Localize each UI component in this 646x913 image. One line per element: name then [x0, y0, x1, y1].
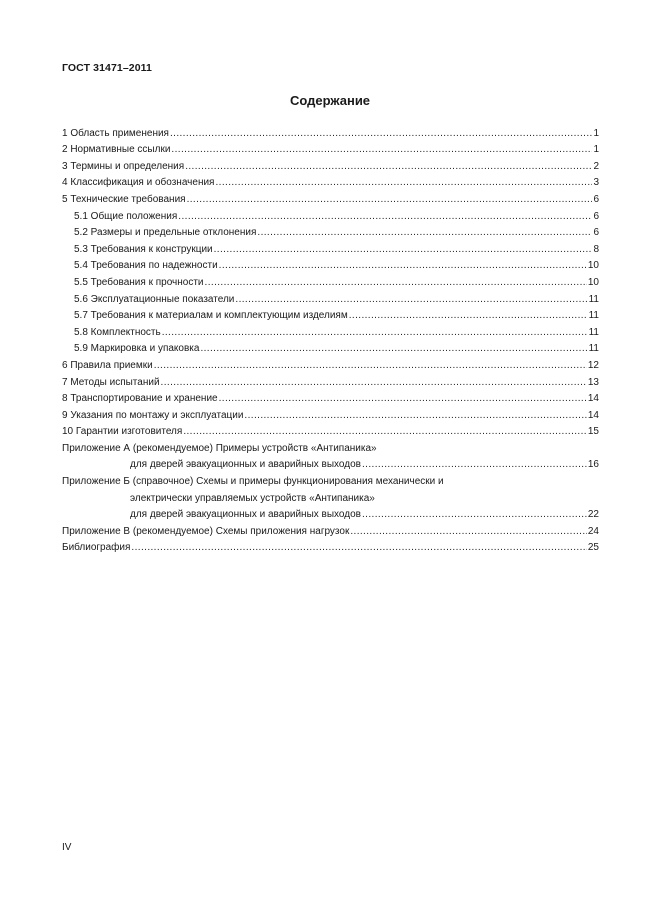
toc-entry-label: для дверей эвакуационных и аварийных выходов — [130, 509, 361, 521]
toc-entry-page: 6 — [593, 227, 599, 239]
toc-leader-dots — [235, 293, 587, 306]
toc-entry[interactable] — [62, 505, 599, 522]
toc-leader-dots — [219, 392, 587, 405]
page-number: IV — [62, 842, 72, 853]
toc-entry-label: 5.1 Общие положения — [74, 210, 178, 222]
toc-entry-page: 3 — [593, 177, 599, 189]
toc-leader-dots — [183, 425, 587, 438]
page-title: Содержание — [289, 93, 371, 108]
toc-entry-page: 14 — [587, 393, 599, 405]
toc-entry-page: 16 — [587, 459, 599, 471]
toc-entry[interactable] — [62, 438, 599, 455]
toc-entry-label: 5.2 Размеры и предельные отклонения — [74, 227, 257, 239]
toc-entry-page: 11 — [588, 293, 599, 305]
toc-leader-dots — [170, 127, 592, 140]
toc-entry-label: 5.8 Комплектность — [74, 326, 161, 338]
toc-entry-label: 9 Указания по монтажу и эксплуатации — [62, 409, 244, 421]
toc-entry[interactable] — [62, 389, 599, 406]
toc-entry-page: 15 — [587, 426, 599, 438]
toc-entry-page: 22 — [587, 509, 599, 521]
toc-entry-page: 25 — [587, 542, 599, 554]
toc-entry-page: 10 — [587, 276, 599, 288]
toc-entry[interactable] — [62, 256, 599, 273]
toc-entry-label: 5 Технические требования — [62, 193, 186, 205]
toc-entry[interactable] — [62, 289, 599, 306]
toc-entry[interactable] — [62, 189, 599, 206]
toc-entry-label: 4 Классификация и обозначения — [62, 177, 215, 189]
toc-leader-dots — [187, 193, 593, 206]
toc-entry-label: 10 Гарантии изготовителя — [62, 426, 183, 438]
toc-entry-page: 6 — [593, 193, 599, 205]
toc-entry-label: Приложение Б (справочное) Схемы и примеры функционирования механически и — [62, 476, 444, 488]
toc-entry[interactable] — [62, 355, 599, 372]
toc-leader-dots — [185, 160, 592, 173]
toc-entry-label: 1 Область применения — [62, 127, 169, 139]
toc-leader-dots — [362, 508, 587, 521]
toc-entry[interactable] — [62, 173, 599, 190]
toc-entry[interactable] — [62, 306, 599, 323]
toc-entry[interactable] — [62, 422, 599, 439]
toc-leader-dots — [244, 409, 586, 422]
toc-entry-page: 1 — [593, 144, 599, 156]
toc-entry[interactable] — [62, 272, 599, 289]
toc-entry-label: Приложение В (рекомендуемое) Схемы приложения нагрузок — [62, 525, 350, 537]
toc-leader-dots — [131, 541, 586, 554]
toc-entry-page: 11 — [588, 343, 599, 355]
toc-entry-label: 5.4 Требования по надежности — [74, 260, 218, 272]
toc-entry-page: 12 — [587, 359, 599, 371]
toc-entry-page: 2 — [593, 160, 599, 172]
toc-entry[interactable] — [62, 140, 599, 157]
toc-leader-dots — [162, 326, 588, 339]
toc-entry-page: 11 — [588, 326, 599, 338]
toc-entry[interactable] — [62, 405, 599, 422]
toc-entry[interactable] — [62, 471, 599, 488]
toc-leader-dots — [349, 309, 588, 322]
toc-entry-label: 5.3 Требования к конструкции — [74, 243, 213, 255]
table-of-contents — [62, 123, 599, 554]
toc-leader-dots — [215, 176, 592, 189]
toc-leader-dots — [205, 276, 587, 289]
toc-entry[interactable] — [62, 322, 599, 339]
toc-leader-dots — [350, 525, 587, 538]
toc-entry[interactable] — [62, 156, 599, 173]
toc-leader-dots — [257, 226, 592, 239]
toc-entry[interactable] — [62, 372, 599, 389]
toc-entry-label: 5.5 Требования к прочности — [74, 276, 204, 288]
toc-leader-dots — [219, 259, 587, 272]
toc-entry-label: электрически управляемых устройств «Антипаника» — [130, 492, 375, 504]
toc-entry-page: 14 — [587, 409, 599, 421]
toc-entry[interactable] — [62, 339, 599, 356]
toc-entry[interactable] — [62, 521, 599, 538]
toc-entry-page: 10 — [587, 260, 599, 272]
document-code: ГОСТ 31471–2011 — [62, 62, 152, 74]
toc-entry-label: для дверей эвакуационных и аварийных выходов — [130, 459, 361, 471]
toc-entry-page: 1 — [593, 127, 599, 139]
toc-entry[interactable] — [62, 239, 599, 256]
toc-leader-dots — [161, 376, 587, 389]
toc-entry-label: 3 Термины и определения — [62, 160, 185, 172]
toc-entry-page: 11 — [588, 310, 599, 322]
toc-entry-label: Приложение А (рекомендуемое) Примеры устройств «Антипаника» — [62, 442, 377, 454]
toc-entry[interactable] — [62, 538, 599, 555]
toc-entry-page: 8 — [593, 243, 599, 255]
toc-entry-page: 6 — [593, 210, 599, 222]
toc-entry[interactable] — [62, 455, 599, 472]
toc-leader-dots — [154, 359, 587, 372]
toc-leader-dots — [214, 243, 593, 256]
toc-entry-label: 2 Нормативные ссылки — [62, 144, 171, 156]
toc-leader-dots — [200, 342, 587, 355]
toc-entry-label: Библиография — [62, 542, 131, 554]
toc-entry-label: 8 Транспортирование и хранение — [62, 393, 218, 405]
toc-entry-page: 24 — [587, 525, 599, 537]
toc-leader-dots — [362, 458, 587, 471]
toc-entry-label: 7 Методы испытаний — [62, 376, 160, 388]
toc-leader-dots — [171, 143, 592, 156]
toc-entry[interactable] — [62, 488, 599, 505]
toc-entry[interactable] — [62, 123, 599, 140]
toc-entry[interactable] — [62, 223, 599, 240]
toc-entry-label: 5.6 Эксплуатационные показатели — [74, 293, 235, 305]
toc-entry-page: 13 — [587, 376, 599, 388]
toc-leader-dots — [178, 210, 592, 223]
toc-entry-label: 5.7 Требования к материалам и комплектующим изделиям — [74, 310, 348, 322]
toc-entry-label: 5.9 Маркировка и упаковка — [74, 343, 200, 355]
toc-entry-label: 6 Правила приемки — [62, 359, 153, 371]
toc-entry[interactable] — [62, 206, 599, 223]
